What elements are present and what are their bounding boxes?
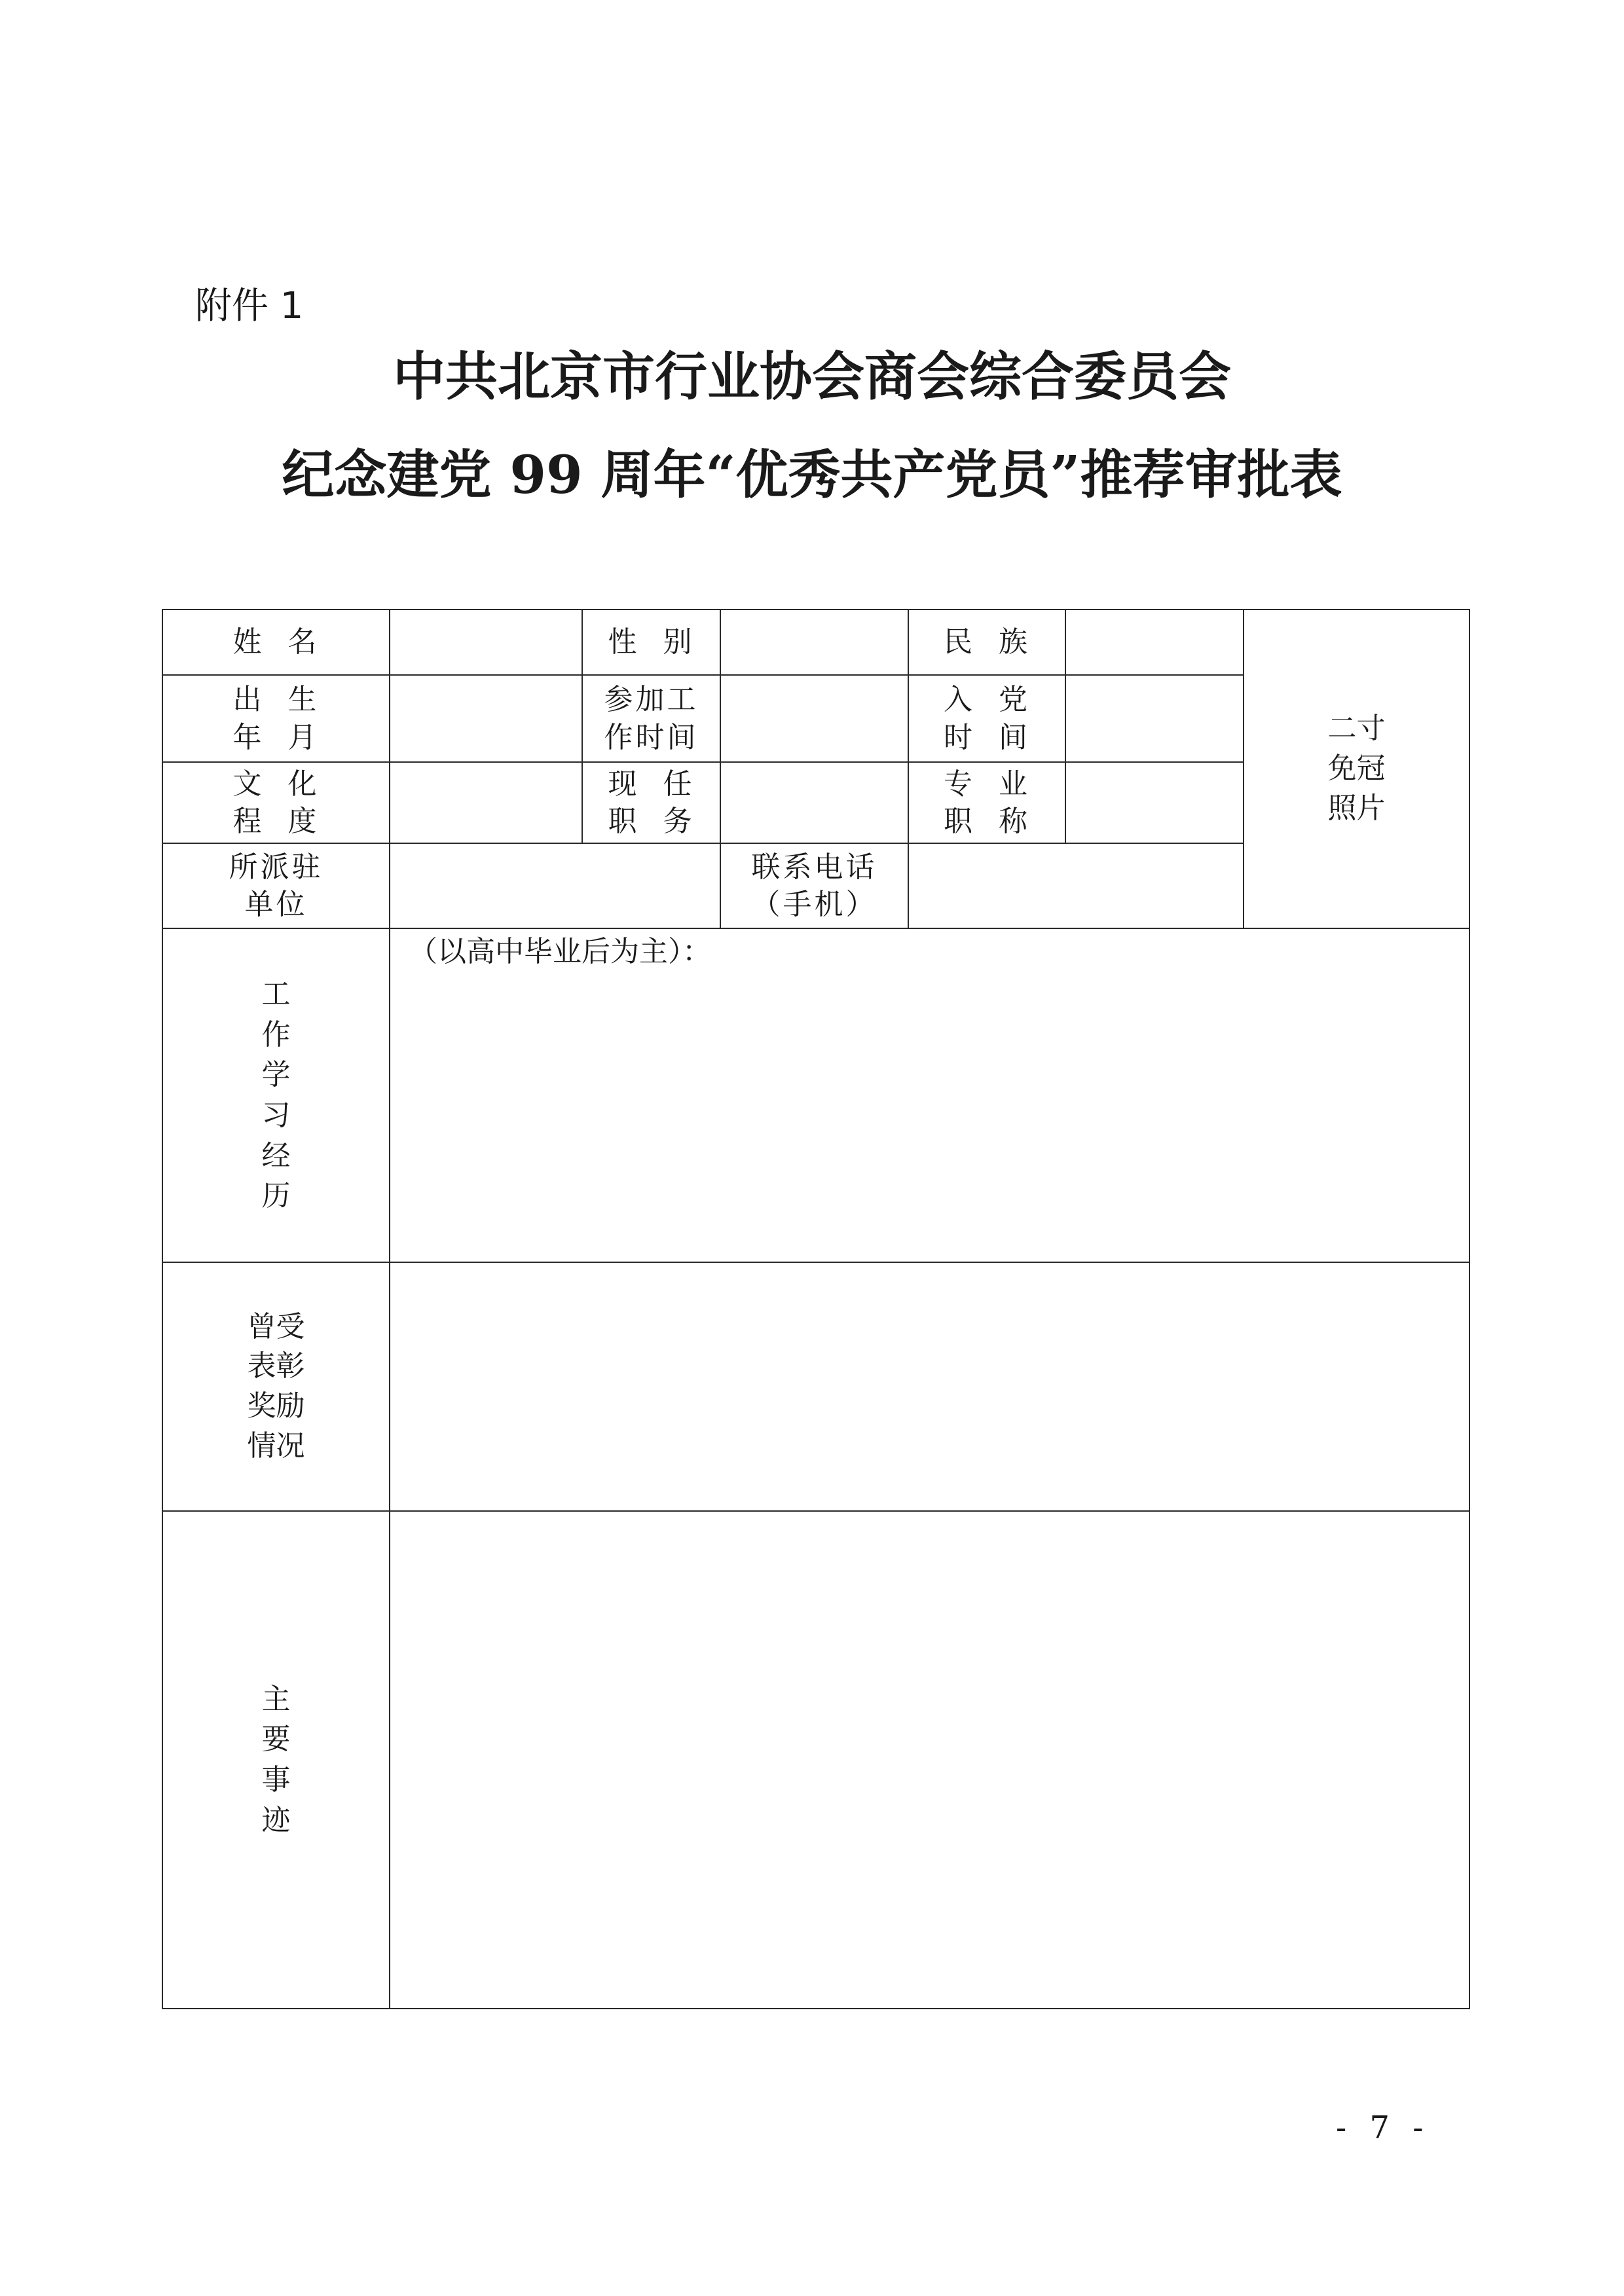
gender-label: 性 别 <box>608 625 695 659</box>
phone-label: 联系电话 （手机） <box>751 850 877 921</box>
phone-field[interactable] <box>908 843 1244 928</box>
experience-label-cell <box>162 928 390 1262</box>
recommendation-form-table <box>162 609 1470 2009</box>
name-label-cell <box>162 610 390 675</box>
name-label: 姓 名 <box>232 625 320 659</box>
ethnicity-field[interactable] <box>1065 610 1244 675</box>
deeds-label: 主 要 事 迹 <box>261 1682 291 1837</box>
professional-title-label-cell <box>908 762 1065 843</box>
education-label: 文 化 程 度 <box>232 767 320 838</box>
party-join-field[interactable] <box>1065 675 1244 762</box>
phone-label-cell <box>720 843 908 928</box>
photo-placeholder-label: 二寸 免冠 照片 <box>1327 712 1386 825</box>
ethnicity-label: 民 族 <box>944 625 1030 659</box>
document-title <box>0 346 1624 505</box>
experience-label: 工 作 学 习 经 历 <box>261 977 291 1213</box>
ethnicity-label-cell <box>908 610 1065 675</box>
position-field[interactable] <box>720 762 908 843</box>
professional-title-label: 专 业 职 称 <box>944 767 1030 838</box>
education-label-cell <box>162 762 390 843</box>
page-number: - 7 - <box>1336 2109 1430 2146</box>
education-field[interactable] <box>390 762 582 843</box>
experience-hint: （以高中毕业后为主）： <box>409 935 711 968</box>
awards-label-cell <box>162 1262 390 1511</box>
awards-field[interactable] <box>390 1262 1469 1511</box>
unit-label-cell <box>162 843 390 928</box>
gender-field[interactable] <box>720 610 908 675</box>
deeds-field[interactable] <box>390 1511 1469 2009</box>
position-label-cell <box>582 762 720 843</box>
gender-label-cell <box>582 610 720 675</box>
position-label: 现 任 职 务 <box>608 767 695 838</box>
title-line-1: 中共北京市行业协会商会综合委员会 <box>393 346 1231 407</box>
party-join-label-cell <box>908 675 1065 762</box>
title-line-2: 纪念建党 99 周年“优秀共产党员”推荐审批表 <box>282 444 1342 505</box>
experience-field[interactable] <box>390 928 1469 1262</box>
awards-label: 曾受 表彰 奖励 情况 <box>247 1309 305 1463</box>
work-start-label-cell <box>582 675 720 762</box>
work-start-field[interactable] <box>720 675 908 762</box>
unit-label: 所派驻 单位 <box>229 850 323 921</box>
name-field[interactable] <box>390 610 582 675</box>
attachment-label: 附件 1 <box>195 285 304 327</box>
birth-field[interactable] <box>390 675 582 762</box>
photo-cell[interactable] <box>1244 610 1469 928</box>
professional-title-field[interactable] <box>1065 762 1244 843</box>
birth-label: 出 生 年 月 <box>232 683 320 754</box>
deeds-label-cell <box>162 1511 390 2009</box>
work-start-label: 参加工 作时间 <box>604 683 699 754</box>
unit-field[interactable] <box>390 843 720 928</box>
birth-label-cell <box>162 675 390 762</box>
party-join-label: 入 党 时 间 <box>944 683 1030 754</box>
